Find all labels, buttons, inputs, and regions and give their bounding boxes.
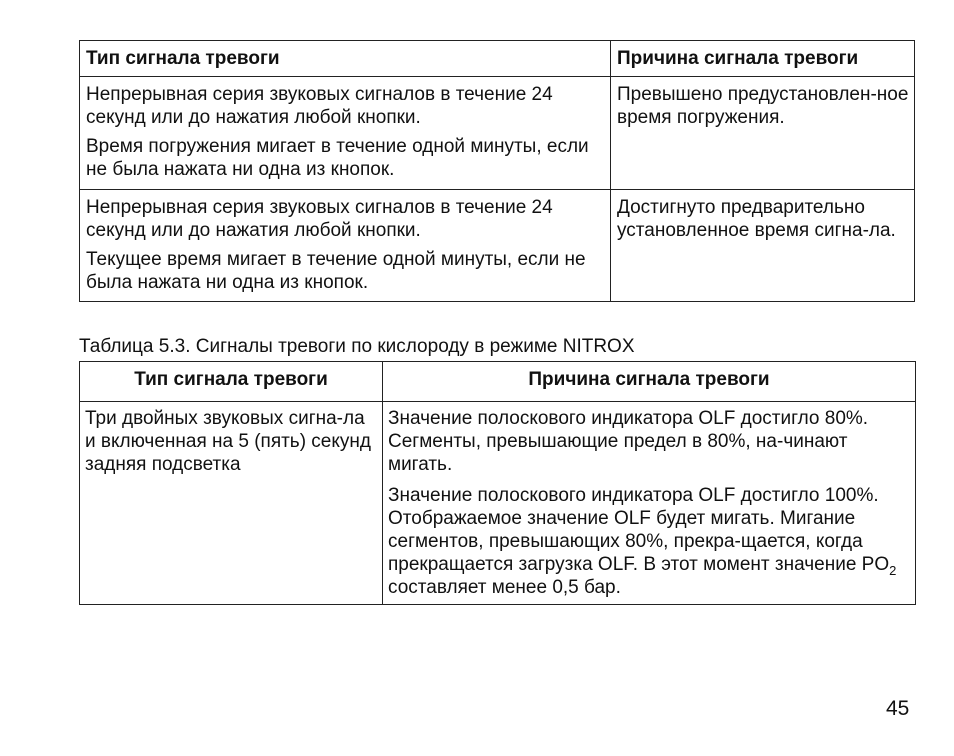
po2-subscript: 2: [889, 562, 897, 578]
alarm-type-cell: [80, 77, 611, 190]
table-row: [80, 402, 916, 605]
alarm-table-1: [79, 40, 915, 302]
column-header-alarm-cause: Причина сигнала тревоги: [611, 41, 915, 77]
alarm-type-cell: [80, 190, 611, 302]
column-header-alarm-cause: Причина сигнала тревоги: [383, 362, 916, 402]
table-row: [80, 190, 915, 302]
table-header-row: [80, 362, 916, 402]
table-header-row: [80, 41, 915, 77]
alarm-cause-text-main: Значение полоскового индикатора OLF достигло 100%. Отображаемое значение OLF будет мигать. Мигание сегментов, превышающих 80%, прекра-щается, когда прекращается загрузка OLF. В этот момент значение PO: [388, 485, 890, 575]
alarm-table-nitrox: [79, 361, 916, 605]
alarm-cause-cell: [611, 190, 915, 302]
alarm-type-text: Непрерывная серия звуковых сигналов в течение 24 секунд или до нажатия любой кнопки.: [86, 84, 553, 128]
alarm-type-text: Время погружения мигает в течение одной минуты, если не была нажата ни одна из кнопок.: [86, 136, 589, 180]
alarm-cause-cell: [383, 402, 916, 605]
page-number: 45: [886, 697, 910, 720]
alarm-cause-text: Достигнуто предварительно установленное время сигна-ла.: [617, 197, 896, 241]
alarm-type-text: Три двойных звуковых сигна-ла и включенная на 5 (пять) секунд задняя подсветка: [85, 408, 371, 475]
alarm-type-text: Текущее время мигает в течение одной минуты, если не была нажата ни одна из кнопок.: [86, 249, 586, 293]
alarm-type-text: Непрерывная серия звуковых сигналов в течение 24 секунд или до нажатия любой кнопки.: [86, 197, 553, 241]
alarm-type-cell: [80, 402, 383, 605]
alarm-cause-text-tail: составляет менее 0,5 бар.: [388, 577, 621, 598]
table-caption: Таблица 5.3. Сигналы тревоги по кислороду в режиме NITROX: [79, 336, 635, 357]
alarm-cause-text: Превышено предустановлен-ное время погружения.: [617, 84, 909, 128]
column-header-alarm-type: Тип сигнала тревоги: [80, 41, 611, 77]
alarm-cause-text-po2: [388, 484, 911, 599]
alarm-cause-text: Значение полоскового индикатора OLF достигло 80%. Сегменты, превышающие предел в 80%, на-чинают мигать.: [388, 408, 869, 475]
column-header-alarm-type: Тип сигнала тревоги: [80, 362, 383, 402]
alarm-cause-cell: [611, 77, 915, 190]
table-row: [80, 77, 915, 190]
